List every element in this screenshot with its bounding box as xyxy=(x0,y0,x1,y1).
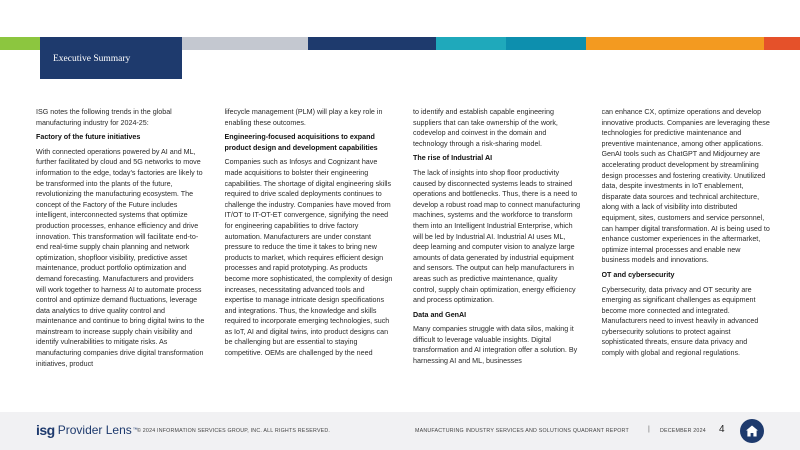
text-column-2 xyxy=(225,107,394,402)
heading-data-and-genai: Data and GenAI xyxy=(413,310,467,319)
text-column-4 xyxy=(602,107,771,402)
logo-product-text: Provider Lens xyxy=(57,423,132,437)
text-column-1 xyxy=(36,107,205,402)
section-title: Executive Summary xyxy=(53,54,131,64)
page-footer xyxy=(0,412,800,450)
home-button[interactable] xyxy=(740,419,764,443)
paragraph: to identify and establish capable engineering suppliers that can take ownership of the work, codevelop and coinvest in the domain and technology through a risk-sharing model. xyxy=(413,108,558,148)
paragraph: Companies such as Infosys and Cognizant have made acquisitions to bolster their engineering capabilities. The shortage of digital engineering skills required to drive scaled deployments continues to challenge the industry. Companies have moved from IT/OT to IT-OT-ET convergence, signifying the need for engineering capabilities to drive factory automation. Manufacturers are under constant pressure to reduce the time it takes to bring new products to market, which requires efficient design processes and rapid prototyping. As products become more sophisticated, the complexity of design increases, necessitating advanced tools and expertise to manage intricate design specifications and integrations. Thus, the knowledge and skills required to incorporate emerging technologies, such as IoT, AI and digital twins, into product designs can be challenging but are essential to staying competitive. OEMs are challenged by the need xyxy=(224,158,393,358)
paragraph: Many companies struggle with data silos, making it difficult to leverage valuable insights. Digital transformation and AI integration offer a solution. By harnessing AI and ML, businesses xyxy=(413,325,578,366)
body-columns xyxy=(36,107,770,402)
text-column-3 xyxy=(413,107,582,402)
paragraph: lifecycle management (PLM) will play a key role in enabling these outcomes. xyxy=(224,108,383,127)
paragraph: Cybersecurity, data privacy and OT security are emerging as significant challenges as equipment become more connected and integrated. Manufacturers need to invest heavily in advanced cybersecurity solutions to protect against sophisticated threats, ensure data privacy and comply with global and regional regulations. xyxy=(601,285,759,358)
logo-trademark: ™ xyxy=(132,427,138,433)
copyright-text: © 2024 INFORMATION SERVICES GROUP, INC. ALL RIGHTS RESERVED. xyxy=(137,428,331,434)
color-segment-teal xyxy=(436,37,506,50)
footer-separator: | xyxy=(648,426,650,433)
color-segment-orange xyxy=(586,37,764,50)
report-date: DECEMBER 2024 xyxy=(660,428,706,434)
color-segment-red xyxy=(764,37,800,50)
color-segment-navy xyxy=(308,37,436,50)
heading-ot-and-cybersecurity: OT and cybersecurity xyxy=(601,270,675,279)
paragraph: With connected operations powered by AI and ML, further facilitated by cloud and 5G networks to move information to the edge, today’s factories are likely to be transformed into the plants of the future, revolutionizing the manufacturing ecosystem. The concept of the Factory of the Future includes intelligent, interconnected systems that optimize production processes, enhance efficiency and drive innovation. This transformation will facilitate end-to-end real-time supply chain planning and network optimization, shopfloor visibility, predictive asset maintenance, product portfolio optimization and demand forecasting. Manufacturers and providers will work together to harness AI to automate process control and optimize demand fluctuations, leverage data analytics to drive quality control and maintenance and continue to bring digital twins to the mainstream to increase supply chain visibility and identify vulnerabilities to mitigate risks. As manufacturing companies drive digital transformation initiatives, product xyxy=(36,147,205,368)
intro-paragraph: ISG notes the following trends in the global manufacturing industry for 2024-25: xyxy=(36,108,172,127)
logo-isg-text: isg xyxy=(36,422,55,438)
paragraph: can enhance CX, optimize operations and develop innovative products. Companies are leveraging these technologies for predictive maintenance and preventive maintenance, among other applications. GenAI tools such as ChatGPT and Midjourney are accelerating product development by streamlining design processes and fostering creativity. Unutilized data, despite investments in IoT enablement, disparate data sources and technical architecture, along with a lack of visibility into distributed equipment, sites, customers and service personnel, can hamper digital transformation. AI is being used to enhance customer experiences in the aftermarket, optimize internal processes and enable new business models and innovations. xyxy=(601,108,770,265)
isg-provider-lens-logo xyxy=(36,420,138,440)
heading-engineering-acquisitions: Engineering-focused acquisitions to expand product design and development capabilities xyxy=(224,133,378,152)
heading-factory-of-the-future: Factory of the future initiatives xyxy=(36,133,141,142)
page-number: 4 xyxy=(719,424,725,435)
report-title: MANUFACTURING INDUSTRY SERVICES AND SOLUTIONS QUADRANT REPORT xyxy=(415,428,629,434)
section-title-tab xyxy=(40,37,182,79)
heading-industrial-ai: The rise of Industrial AI xyxy=(413,154,493,163)
color-segment-blue xyxy=(506,37,586,50)
paragraph: The lack of insights into shop floor productivity caused by disconnected systems leads to strained operations and bottlenecks. Thus, there is a need to develop a robust road map to connect manufacturing machines, systems and the workforce to transform them into an Intelligent Industrial Enterprise, which will be led by Industrial AI. Industrial AI uses ML, deep learning and computer vision to analyze large amounts of data generated by industrial equipment and sensors. The output can help manufacturers in areas such as predictive maintenance, quality control, supply chain optimization, energy efficiency and process optimization. xyxy=(413,168,581,305)
color-segment-gray xyxy=(182,37,308,50)
home-icon xyxy=(745,424,759,438)
